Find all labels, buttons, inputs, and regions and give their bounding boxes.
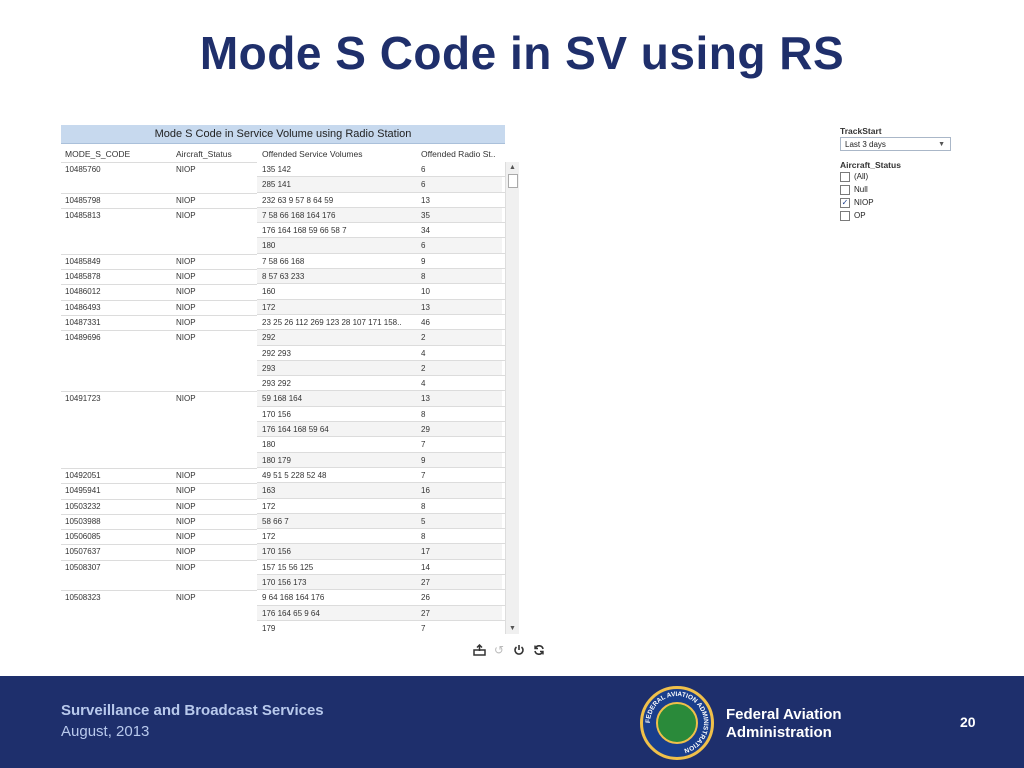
cell-aircraft-status xyxy=(172,453,257,468)
refresh-icon[interactable] xyxy=(532,643,546,657)
cell-offended-rs: 46 xyxy=(421,317,430,327)
cell-offended-sv: 7 58 66 168 164 176 xyxy=(257,208,417,223)
cell-aircraft-status: NIOP xyxy=(176,470,196,480)
cell-mode-s-code: 10495941 xyxy=(65,486,101,496)
cell-mode-s-code: 10492051 xyxy=(65,470,101,480)
cell-offended-rs: 4 xyxy=(421,348,426,358)
cell-offended-sv: 49 51 5 228 52 48 xyxy=(262,470,327,480)
checkbox-checked-icon[interactable]: ✓ xyxy=(841,197,849,207)
filter-panel xyxy=(840,126,951,222)
cell-offended-sv: 170 156 xyxy=(257,544,417,559)
page-number: 20 xyxy=(960,714,976,730)
cell-aircraft-status xyxy=(172,437,257,452)
cell-aircraft-status: NIOP xyxy=(176,333,196,343)
cell-mode-s-code xyxy=(61,407,172,422)
cell-offended-sv: 179 xyxy=(262,623,276,633)
cell-offended-sv: 292 293 xyxy=(262,348,291,358)
cell-aircraft-status: NIOP xyxy=(176,394,196,404)
cell-offended-sv: 176 164 168 59 66 58 7 xyxy=(262,226,347,236)
status-option[interactable] xyxy=(840,183,951,196)
cell-mode-s-code: 10506085 xyxy=(65,532,101,542)
cell-offended-rs: 4 xyxy=(421,379,426,389)
cell-offended-rs: 14 xyxy=(421,562,430,572)
checkbox-icon[interactable] xyxy=(840,185,850,195)
table-row[interactable] xyxy=(61,483,505,498)
group-divider xyxy=(61,330,257,331)
cell-mode-s-code xyxy=(61,422,172,437)
cell-offended-sv: 172 xyxy=(262,501,276,511)
scroll-up-arrow-icon[interactable]: ▲ xyxy=(509,164,516,171)
table-row[interactable] xyxy=(61,590,505,605)
table-row[interactable] xyxy=(61,177,505,192)
group-divider xyxy=(61,284,257,285)
cell-offended-rs: 2 xyxy=(417,330,502,345)
group-divider xyxy=(61,468,257,469)
cell-mode-s-code xyxy=(61,177,172,192)
cell-offended-rs: 8 xyxy=(421,409,426,419)
checkbox-icon[interactable] xyxy=(840,172,850,182)
cell-aircraft-status xyxy=(172,177,257,192)
cell-mode-s-code xyxy=(61,223,172,238)
footer-department: Surveillance and Broadcast Services xyxy=(61,702,324,719)
status-option[interactable] xyxy=(840,209,951,222)
cell-aircraft-status xyxy=(172,361,257,376)
cell-aircraft-status: NIOP xyxy=(176,547,196,557)
table-row[interactable] xyxy=(61,422,505,437)
cell-offended-rs: 8 xyxy=(421,501,426,511)
cell-mode-s-code xyxy=(61,437,172,452)
chevron-down-icon[interactable]: ▼ xyxy=(938,141,945,148)
table-row[interactable] xyxy=(61,544,505,559)
status-option-label: OP xyxy=(854,211,866,220)
cell-mode-s-code: 10485760 xyxy=(65,165,101,174)
cell-offended-sv: 285 141 xyxy=(257,177,417,192)
cell-offended-sv: 180 xyxy=(257,238,417,253)
table-row[interactable] xyxy=(61,300,505,315)
data-grid xyxy=(61,147,518,634)
status-option[interactable] xyxy=(840,196,951,209)
cell-offended-rs: 6 xyxy=(417,238,502,253)
cell-offended-rs: 7 xyxy=(421,623,426,633)
group-divider xyxy=(61,315,257,316)
status-option-label: (All) xyxy=(854,172,869,181)
cell-offended-rs: 7 xyxy=(421,440,426,450)
cell-mode-s-code: 10485878 xyxy=(65,272,101,282)
table-row[interactable] xyxy=(61,284,505,299)
status-option-label: Null xyxy=(854,185,868,194)
cell-mode-s-code: 10486012 xyxy=(65,287,101,297)
slide-footer xyxy=(0,676,1024,768)
faa-seal-logo xyxy=(640,686,714,760)
cell-offended-rs: 16 xyxy=(417,483,502,498)
cell-offended-rs: 9 xyxy=(421,256,426,266)
cell-offended-sv: 157 15 56 125 xyxy=(262,562,314,572)
trackstart-dropdown[interactable] xyxy=(840,137,951,151)
scroll-down-arrow-icon[interactable]: ▼ xyxy=(509,625,516,632)
cell-mode-s-code xyxy=(61,346,172,361)
seal-text: FEDERAL AVIATION ADMINISTRATION xyxy=(644,690,710,754)
agency-line-1: Federal Aviation xyxy=(726,706,842,723)
group-divider xyxy=(61,560,257,561)
report-title: Mode S Code in Service Volume using Radio Station xyxy=(61,125,505,144)
group-divider xyxy=(61,269,257,270)
table-row[interactable] xyxy=(61,514,505,529)
table-row[interactable] xyxy=(61,361,505,376)
report-panel xyxy=(61,125,518,633)
checkbox-icon[interactable] xyxy=(840,211,850,221)
cell-aircraft-status xyxy=(172,238,257,253)
status-option[interactable] xyxy=(840,170,951,183)
cell-offended-sv: 292 xyxy=(257,330,417,345)
table-row[interactable] xyxy=(61,391,505,406)
table-row[interactable] xyxy=(61,529,505,544)
power-icon[interactable] xyxy=(512,643,526,657)
group-divider xyxy=(61,529,257,530)
table-row[interactable] xyxy=(61,376,505,391)
agency-line-2: Administration xyxy=(726,724,832,741)
group-divider xyxy=(61,300,257,301)
column-header-offended-sv[interactable]: Offended Service Volumes xyxy=(262,149,363,159)
cell-offended-sv: 293 xyxy=(257,361,417,376)
cell-offended-sv: 23 25 26 112 269 123 28 107 171 158.. xyxy=(262,317,402,327)
agency-name xyxy=(726,706,842,742)
table-row[interactable] xyxy=(61,193,505,208)
cell-aircraft-status: NIOP xyxy=(176,302,196,312)
group-divider xyxy=(61,514,257,515)
table-row[interactable] xyxy=(61,315,505,330)
table-row[interactable] xyxy=(61,223,505,238)
cell-mode-s-code xyxy=(61,376,172,391)
cell-aircraft-status xyxy=(172,223,257,238)
cell-offended-sv: 163 xyxy=(257,483,417,498)
aircraft-status-label: Aircraft_Status xyxy=(840,160,901,170)
cell-mode-s-code: 10503232 xyxy=(65,501,101,511)
footer-date: August, 2013 xyxy=(61,723,150,740)
group-divider xyxy=(61,499,257,500)
cell-offended-sv: 176 164 168 59 64 xyxy=(257,422,417,437)
table-row[interactable] xyxy=(61,437,505,452)
table-row[interactable] xyxy=(61,330,505,345)
cell-aircraft-status xyxy=(172,407,257,422)
trackstart-value: Last 3 days xyxy=(845,140,886,149)
group-divider xyxy=(61,590,257,591)
cell-offended-sv: 8 57 63 233 xyxy=(257,269,417,284)
export-icon[interactable] xyxy=(472,643,486,657)
cell-aircraft-status xyxy=(172,621,257,634)
group-divider xyxy=(61,483,257,484)
cell-mode-s-code xyxy=(61,238,172,253)
cell-offended-sv: 135 142 xyxy=(262,165,291,174)
cell-offended-sv: 170 156 173 xyxy=(257,575,417,590)
table-row[interactable] xyxy=(61,407,505,422)
cell-offended-rs: 9 xyxy=(417,453,502,468)
cell-offended-sv: 59 168 164 xyxy=(257,391,417,406)
table-row[interactable] xyxy=(61,254,505,269)
slide-title: Mode S Code in SV using RS xyxy=(199,27,845,79)
cell-mode-s-code xyxy=(61,621,172,634)
cell-aircraft-status xyxy=(172,606,257,621)
cell-offended-rs: 6 xyxy=(421,165,426,174)
group-divider xyxy=(61,544,257,545)
cell-offended-rs: 2 xyxy=(417,361,502,376)
cell-offended-rs: 7 xyxy=(421,470,426,480)
cell-offended-rs: 10 xyxy=(421,287,430,297)
table-row[interactable] xyxy=(61,453,505,468)
cell-offended-sv: 172 xyxy=(257,300,417,315)
table-body xyxy=(61,162,505,634)
cell-aircraft-status: NIOP xyxy=(176,593,196,603)
cell-mode-s-code: 10485849 xyxy=(65,256,101,266)
cell-mode-s-code: 10508307 xyxy=(65,562,101,572)
seal-globe xyxy=(656,702,698,744)
cell-aircraft-status: NIOP xyxy=(176,501,196,511)
group-divider xyxy=(61,162,257,163)
cell-offended-sv: 176 164 65 9 64 xyxy=(257,606,417,621)
group-divider xyxy=(61,193,257,194)
cell-mode-s-code: 10503988 xyxy=(65,516,101,526)
report-toolbar xyxy=(472,643,546,657)
cell-mode-s-code xyxy=(61,575,172,590)
undo-icon[interactable]: ↺ xyxy=(493,643,505,657)
group-divider xyxy=(61,254,257,255)
cell-offended-sv: 170 156 xyxy=(262,409,291,419)
cell-mode-s-code xyxy=(61,453,172,468)
group-divider xyxy=(61,208,257,209)
table-row[interactable] xyxy=(61,575,505,590)
cell-mode-s-code: 10507637 xyxy=(65,547,101,557)
column-headers xyxy=(61,147,518,162)
table-row[interactable] xyxy=(61,269,505,284)
cell-aircraft-status: NIOP xyxy=(176,195,196,205)
cell-mode-s-code: 10485813 xyxy=(65,210,101,220)
cell-aircraft-status: NIOP xyxy=(176,165,196,174)
cell-mode-s-code xyxy=(61,361,172,376)
cell-offended-rs: 26 xyxy=(421,593,430,603)
table-row[interactable] xyxy=(61,208,505,223)
vertical-scrollbar[interactable] xyxy=(505,162,519,634)
cell-offended-sv: 7 58 66 168 xyxy=(262,256,305,266)
cell-offended-sv: 232 63 9 57 8 64 59 xyxy=(262,195,334,205)
cell-aircraft-status: NIOP xyxy=(176,516,196,526)
cell-offended-rs: 8 xyxy=(417,269,502,284)
cell-mode-s-code: 10486493 xyxy=(65,302,101,312)
cell-mode-s-code: 10489696 xyxy=(65,333,101,343)
table-row[interactable] xyxy=(61,621,505,634)
cell-mode-s-code: 10487331 xyxy=(65,317,101,327)
trackstart-label: TrackStart xyxy=(840,126,882,136)
cell-mode-s-code: 10508323 xyxy=(65,593,101,603)
cell-offended-rs: 34 xyxy=(421,226,430,236)
cell-aircraft-status: NIOP xyxy=(176,256,196,266)
cell-offended-sv: 9 64 168 164 176 xyxy=(262,593,325,603)
status-option-label: NIOP xyxy=(854,198,874,207)
cell-offended-rs: 6 xyxy=(417,177,502,192)
cell-aircraft-status: NIOP xyxy=(176,532,196,542)
group-divider xyxy=(61,391,257,392)
cell-mode-s-code: 10485798 xyxy=(65,195,101,205)
cell-mode-s-code: 10491723 xyxy=(65,394,101,404)
cell-aircraft-status xyxy=(172,376,257,391)
cell-offended-rs: 13 xyxy=(417,391,502,406)
cell-offended-sv: 58 66 7 xyxy=(257,514,417,529)
table-row[interactable] xyxy=(61,238,505,253)
cell-offended-sv: 172 xyxy=(262,532,276,542)
cell-offended-rs: 29 xyxy=(417,422,502,437)
aircraft-status-options xyxy=(840,170,951,222)
cell-offended-rs: 13 xyxy=(421,195,430,205)
cell-offended-rs: 27 xyxy=(417,575,502,590)
cell-aircraft-status xyxy=(172,575,257,590)
column-header-aircraft-status[interactable]: Aircraft_Status xyxy=(176,149,232,159)
table-row[interactable] xyxy=(61,560,505,575)
table-row[interactable] xyxy=(61,499,505,514)
cell-aircraft-status: NIOP xyxy=(176,317,196,327)
cell-offended-rs: 27 xyxy=(417,606,502,621)
cell-aircraft-status: NIOP xyxy=(176,210,196,220)
table-row[interactable] xyxy=(61,468,505,483)
cell-offended-sv: 180 xyxy=(262,440,276,450)
scrollbar-thumb[interactable] xyxy=(508,174,518,188)
cell-aircraft-status xyxy=(172,422,257,437)
cell-aircraft-status: NIOP xyxy=(176,287,196,297)
cell-offended-rs: 35 xyxy=(417,208,502,223)
cell-aircraft-status: NIOP xyxy=(176,272,196,282)
cell-offended-sv: 160 xyxy=(262,287,276,297)
table-row[interactable] xyxy=(61,346,505,361)
column-header-mode-s-code[interactable]: MODE_S_CODE xyxy=(65,149,131,159)
cell-mode-s-code xyxy=(61,606,172,621)
cell-offended-sv: 180 179 xyxy=(257,453,417,468)
column-header-offended-rs[interactable]: Offended Radio St.. xyxy=(421,149,496,159)
cell-offended-rs: 17 xyxy=(417,544,502,559)
cell-offended-rs: 8 xyxy=(421,532,426,542)
cell-offended-rs: 13 xyxy=(417,300,502,315)
cell-aircraft-status: NIOP xyxy=(176,486,196,496)
table-row[interactable] xyxy=(61,606,505,621)
cell-offended-sv: 293 292 xyxy=(262,379,291,389)
table-row[interactable] xyxy=(61,162,505,177)
cell-offended-rs: 5 xyxy=(417,514,502,529)
cell-aircraft-status xyxy=(172,346,257,361)
cell-aircraft-status: NIOP xyxy=(176,562,196,572)
